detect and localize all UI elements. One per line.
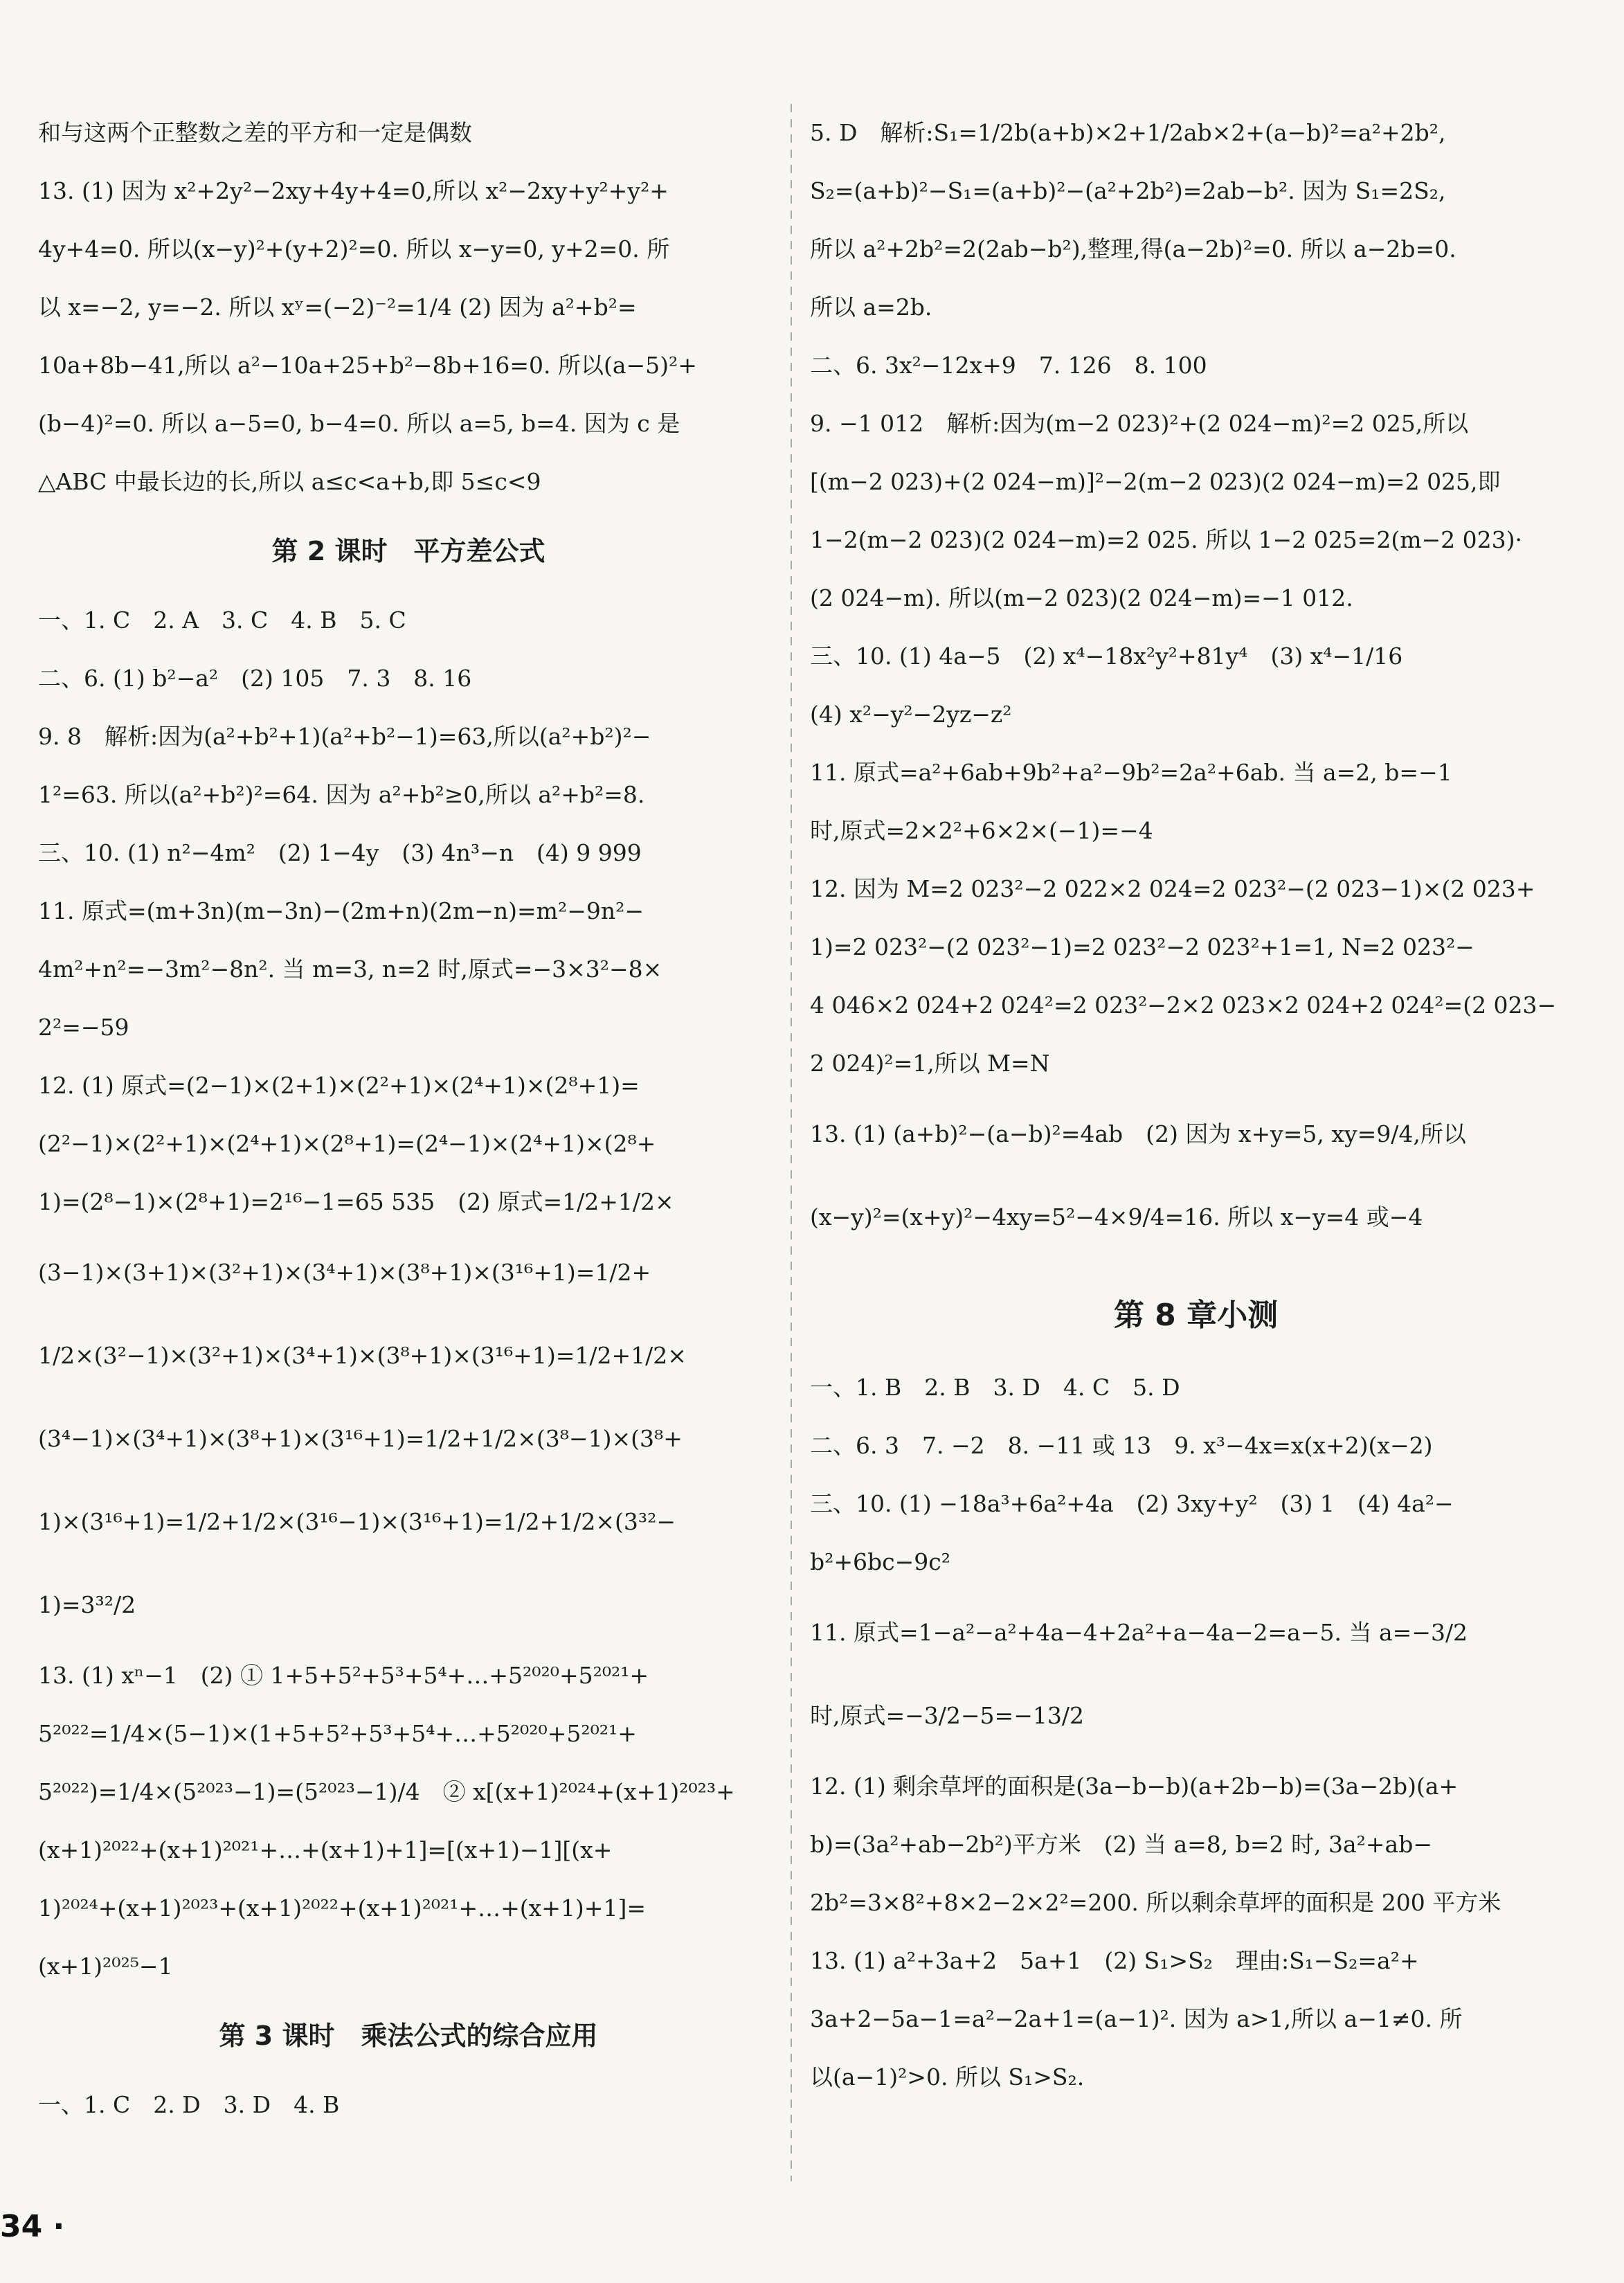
text-line: 1)=2 023²−(2 023²−1)=2 023²−2 023²+1=1, N=2 023²− (810, 933, 1474, 960)
text-line: (x−y)²=(x+y)²−4xy=5²−4×9/4=16. 所以 x−y=4 或−4 (810, 1203, 1423, 1230)
text-line: (2 024−m). 所以(m−2 023)(2 024−m)=−1 012. (810, 584, 1353, 611)
text-line: (2²−1)×(2²+1)×(2⁴+1)×(2⁸+1)=(2⁴−1)×(2⁴+1)×(2⁸+ (38, 1130, 656, 1157)
text-line: 1)=(2⁸−1)×(2⁸+1)=2¹⁶−1=65 535 (2) 原式=1/2+1/2× (38, 1188, 674, 1215)
text-line: 9. 8 解析:因为(a²+b²+1)(a²+b²−1)=63,所以(a²+b²)²− (38, 723, 651, 750)
text-line: (b−4)²=0. 所以 a−5=0, b−4=0. 所以 a=5, b=4. 因为 c 是 (38, 410, 680, 437)
text-line: 13. (1) 因为 x²+2y²−2xy+4y+4=0,所以 x²−2xy+y²+y²+ (38, 177, 669, 204)
text-line: 1−2(m−2 023)(2 024−m)=2 025. 所以 1−2 025=2(m−2 023)· (810, 526, 1522, 553)
text-line: 12. 因为 M=2 023²−2 022×2 024=2 023²−(2 023−1)×(2 023+ (810, 875, 1535, 902)
text-line: 2²=−59 (38, 1014, 129, 1041)
text-line: 13. (1) xⁿ−1 (2) ① 1+5+5²+5³+5⁴+…+5²⁰²⁰+5²⁰²¹+ (38, 1662, 649, 1689)
text-line: 以(a−1)²>0. 所以 S₁>S₂. (810, 2063, 1085, 2090)
text-line: 11. 原式=a²+6ab+9b²+a²−9b²=2a²+6ab. 当 a=2, b=−1 (810, 759, 1452, 786)
text-line: 以 x=−2, y=−2. 所以 xʸ=(−2)⁻²=1/4 (2) 因为 a²+b²= (38, 294, 637, 321)
text-line: 和与这两个正整数之差的平方和一定是偶数 (38, 119, 472, 146)
right-column (810, 104, 1582, 2106)
text-line: 5. D 解析:S₁=1/2b(a+b)×2+1/2ab×2+(a−b)²=a²+2b², (810, 119, 1446, 146)
text-line: 12. (1) 剩余草坪的面积是(3a−b−b)(a+2b−b)=(3a−2b)(a+ (810, 1773, 1459, 1800)
column-divider (791, 104, 792, 2181)
text-line: b)=(3a²+ab−2b²)平方米 (2) 当 a=8, b=2 时, 3a²+ab− (810, 1831, 1433, 1858)
text-line: 三、10. (1) −18a³+6a²+4a (2) 3xy+y² (3) 1 (4) 4a²− (810, 1490, 1454, 1517)
text-line: 11. 原式=1−a²−a²+4a−4+2a²+a−4a−2=a−5. 当 a=−3/2 (810, 1619, 1468, 1646)
text-line: 4y+4=0. 所以(x−y)²+(y+2)²=0. 所以 x−y=0, y+2=0. 所 (38, 235, 670, 262)
text-line: 5²⁰²²)=1/4×(5²⁰²³−1)=(5²⁰²³−1)/4 ② x[(x+1)²⁰²⁴+(x+1)²⁰²³+ (38, 1778, 735, 1805)
chapter-heading: 第 8 章小测 (1113, 1298, 1279, 1333)
text-line: (3−1)×(3+1)×(3²+1)×(3⁴+1)×(3⁸+1)×(3¹⁶+1)=1/2+ (38, 1259, 651, 1286)
text-line: 9. −1 012 解析:因为(m−2 023)²+(2 024−m)²=2 025,所以 (810, 410, 1469, 437)
text-line: 13. (1) a²+3a+2 5a+1 (2) S₁>S₂ 理由:S₁−S₂=a²+ (810, 1947, 1419, 1974)
text-line: 一、1. C 2. D 3. D 4. B (38, 2091, 340, 2118)
text-line: 1)²⁰²⁴+(x+1)²⁰²³+(x+1)²⁰²²+(x+1)²⁰²¹+…+(x+1)+1]= (38, 1895, 646, 1922)
text-line: 二、6. 3 7. −2 8. −11 或 13 9. x³−4x=x(x+2)(x−2) (810, 1432, 1433, 1459)
text-line: (x+1)²⁰²⁵−1 (38, 1953, 173, 1980)
text-line: 三、10. (1) n²−4m² (2) 1−4y (3) 4n³−n (4) 9 999 (38, 839, 642, 866)
text-line: 1)×(3¹⁶+1)=1/2+1/2×(3¹⁶−1)×(3¹⁶+1)=1/2+1/2×(3³²− (38, 1508, 676, 1535)
text-line: 所以 a=2b. (810, 294, 932, 321)
text-line: 时,原式=2×2²+6×2×(−1)=−4 (810, 817, 1153, 844)
text-line: 二、6. 3x²−12x+9 7. 126 8. 100 (810, 352, 1207, 379)
text-line: (x+1)²⁰²²+(x+1)²⁰²¹+…+(x+1)+1]=[(x+1)−1][(x+ (38, 1836, 613, 1863)
text-line: [(m−2 023)+(2 024−m)]²−2(m−2 023)(2 024−m)=2 025,即 (810, 468, 1501, 495)
text-line: 12. (1) 原式=(2−1)×(2+1)×(2²+1)×(2⁴+1)×(2⁸+1)= (38, 1072, 640, 1099)
text-line: 4 046×2 024+2 024²=2 023²−2×2 023×2 024+2 024²=(2 023− (810, 992, 1557, 1019)
text-line: 所以 a²+2b²=2(2ab−b²),整理,得(a−2b)²=0. 所以 a−2b=0. (810, 235, 1456, 262)
text-line: 3a+2−5a−1=a²−2a+1=(a−1)². 因为 a>1,所以 a−1≠0. 所 (810, 2005, 1463, 2032)
text-line: b²+6bc−9c² (810, 1548, 950, 1575)
text-line: 1/2×(3²−1)×(3²+1)×(3⁴+1)×(3⁸+1)×(3¹⁶+1)=1/2+1/2× (38, 1342, 687, 1369)
text-line: 11. 原式=(m+3n)(m−3n)−(2m+n)(2m−n)=m²−9n²− (38, 897, 644, 924)
page-number: 34 · (0, 2209, 65, 2244)
section-heading: 第 2 课时 平方差公式 (271, 536, 545, 566)
text-line: 10a+8b−41,所以 a²−10a+25+b²−8b+16=0. 所以(a−5)²+ (38, 352, 697, 379)
text-line: 1)=3³²/2 (38, 1591, 136, 1618)
left-column (38, 104, 779, 2134)
text-line: △ABC 中最长边的长,所以 a≤c<a+b,即 5≤c<9 (38, 468, 541, 495)
text-line: 三、10. (1) 4a−5 (2) x⁴−18x²y²+81y⁴ (3) x⁴−1/16 (810, 643, 1403, 670)
text-line: (3⁴−1)×(3⁴+1)×(3⁸+1)×(3¹⁶+1)=1/2+1/2×(3⁸−1)×(3⁸+ (38, 1425, 683, 1452)
text-line: 二、6. (1) b²−a² (2) 105 7. 3 8. 16 (38, 665, 472, 692)
text-line: 1²=63. 所以(a²+b²)²=64. 因为 a²+b²≥0,所以 a²+b²=8. (38, 781, 645, 808)
text-line: 5²⁰²²=1/4×(5−1)×(1+5+5²+5³+5⁴+…+5²⁰²⁰+5²⁰²¹+ (38, 1720, 637, 1747)
text-line: 时,原式=−3/2−5=−13/2 (810, 1702, 1084, 1729)
text-line: 13. (1) (a+b)²−(a−b)²=4ab (2) 因为 x+y=5, xy=9/4,所以 (810, 1120, 1466, 1147)
text-line: 一、1. B 2. B 3. D 4. C 5. D (810, 1374, 1180, 1401)
text-line: 4m²+n²=−3m²−8n². 当 m=3, n=2 时,原式=−3×3²−8× (38, 956, 662, 983)
section-heading: 第 3 课时 乘法公式的综合应用 (219, 2021, 598, 2051)
text-line: (4) x²−y²−2yz−z² (810, 701, 1012, 728)
text-line: 一、1. C 2. A 3. C 4. B 5. C (38, 607, 406, 634)
text-line: 2 024)²=1,所以 M=N (810, 1050, 1050, 1077)
text-line: S₂=(a+b)²−S₁=(a+b)²−(a²+2b²)=2ab−b². 因为 S₁=2S₂, (810, 177, 1446, 204)
text-line: 2b²=3×8²+8×2−2×2²=200. 所以剩余草坪的面积是 200 平方米 (810, 1889, 1501, 1916)
